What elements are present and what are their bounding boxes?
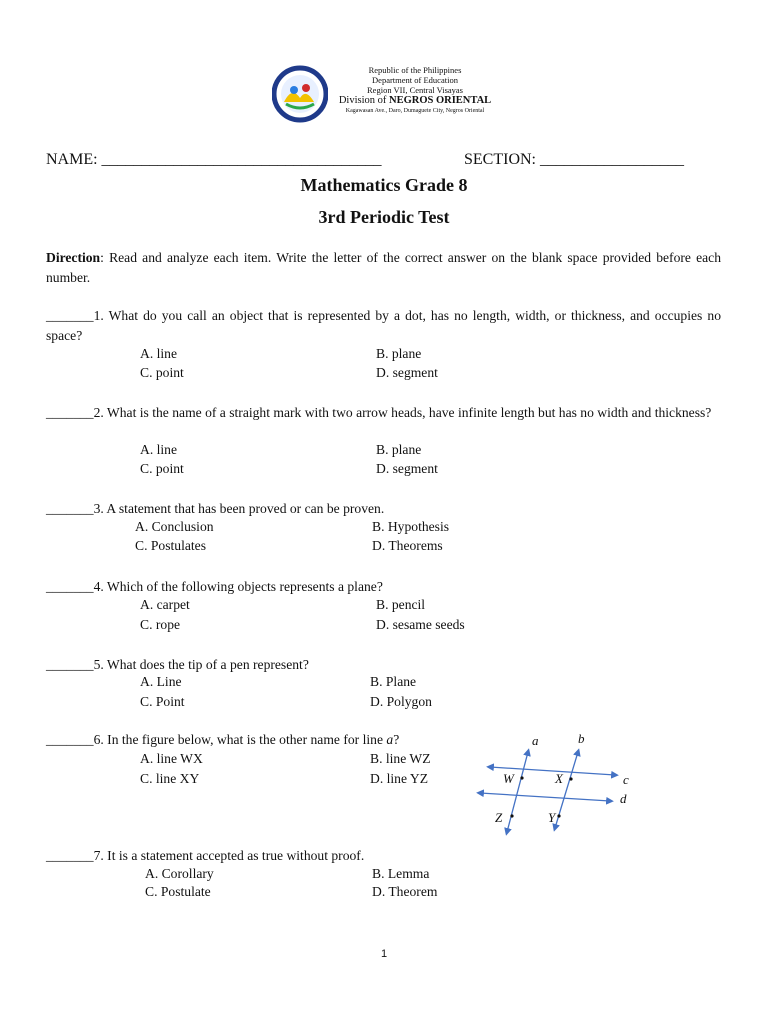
option: C. point [140, 365, 184, 380]
letterhead [320, 65, 510, 115]
question-text: _______6. In the figure below, what is the other name for line [46, 732, 387, 747]
option: C. Point [140, 694, 185, 709]
question-var: a [386, 732, 394, 747]
division-line [320, 95, 510, 107]
option: B. Lemma [372, 866, 430, 881]
option: A. Corollary [145, 866, 214, 881]
option: D. Polygon [370, 694, 432, 709]
label-d: d [620, 791, 627, 806]
line-a [507, 752, 528, 832]
option: A. line [140, 346, 177, 361]
label-w: W [503, 771, 514, 786]
direction-label: Direction [46, 250, 101, 265]
option: A. line [140, 442, 177, 457]
header-line: Department of Education [372, 75, 458, 85]
option: A. Line [140, 674, 182, 689]
page-title: Mathematics Grade 8 [300, 175, 468, 195]
option: B. Hypothesis [372, 519, 450, 534]
label-z: Z [495, 810, 503, 825]
option: D. Theorem [372, 884, 438, 899]
option: B. plane [376, 346, 422, 361]
header-line: Republic of the Philippines [368, 65, 462, 75]
option: D. sesame seeds [376, 617, 465, 632]
address: Kagawasan Ave., Daro, Dumaguete City, Negros Oriental [345, 108, 485, 114]
question-3: _______3. A statement that has been proved or can be proven. [46, 501, 385, 516]
option: B. plane [376, 442, 422, 457]
question-end: ? [393, 732, 400, 747]
parallel-lines-figure [470, 725, 640, 850]
question-5: _______5. What does the tip of a pen represent? [46, 657, 309, 672]
option: C. Postulates [135, 538, 206, 553]
section-field[interactable]: SECTION: __________________ [464, 151, 684, 168]
option: C. point [140, 461, 184, 476]
question-1: _______1. What do you call an object that is represented by a dot, has no length, width, or thickness, and occupies no space? [46, 308, 721, 343]
division-name: NEGROS ORIENTAL [388, 95, 492, 106]
label-y: Y [548, 810, 556, 825]
question-7: _______7. It is a statement accepted as true without proof. [46, 848, 365, 863]
option: B. line WZ [370, 751, 431, 766]
label-c: c [623, 772, 629, 787]
option: A. line WX [140, 751, 203, 766]
question-6 [46, 732, 399, 748]
question-4: _______4. Which of the following objects represents a plane? [46, 579, 383, 594]
page-number: 1 [381, 948, 388, 960]
option: D. segment [376, 461, 438, 476]
label-b: b [578, 731, 585, 746]
page-subtitle: 3rd Periodic Test [318, 207, 450, 227]
option: A. carpet [140, 597, 190, 612]
option: A. Conclusion [135, 519, 214, 534]
line-d [480, 793, 610, 801]
division-prefix: Division of [338, 95, 389, 106]
direction-text: : Read and analyze each item. Write the letter of the correct answer on the blank space provided before each number. [46, 250, 721, 285]
name-field[interactable]: NAME: ___________________________________ [46, 151, 382, 168]
option: C. Postulate [145, 884, 211, 899]
direction [46, 248, 721, 287]
option: C. line XY [140, 771, 200, 786]
option: D. line YZ [370, 771, 429, 786]
label-x: X [555, 771, 563, 786]
header-line: Region VII, Central Visayas [367, 85, 463, 95]
option: B. pencil [376, 597, 426, 612]
option: D. segment [376, 365, 438, 380]
label-a: a [532, 733, 539, 748]
option: C. rope [140, 617, 181, 632]
option: B. Plane [370, 674, 417, 689]
question-2: _______2. What is the name of a straight mark with two arrow heads, have infinite length but has no width and thickness? [46, 405, 712, 420]
option: D. Theorems [372, 538, 443, 553]
